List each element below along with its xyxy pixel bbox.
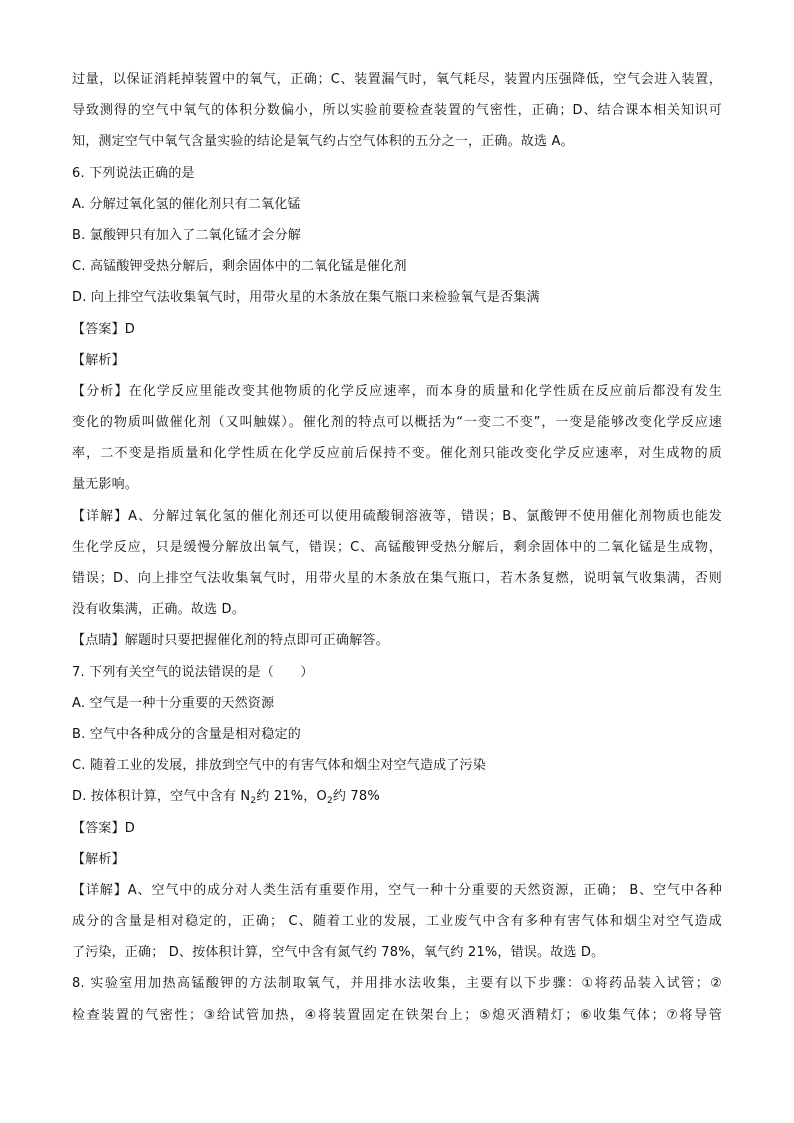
question-6-xiangjie-3: 错误；D、向上排空气法收集氧气时，用带火星的木条放在集气瓶口，若木条复燃，说明氧气收集满，否则	[72, 571, 722, 586]
question-6-analysis-label: 【解析】	[72, 352, 125, 368]
question-8-stem-1: 8. 实验室用加热高锰酸钾的方法制取氧气，并用排水法收集，主要有以下步骤：①将药品装入试管；②	[72, 976, 722, 992]
question-7-option-c: C. 随着工业的发展，排放到空气中的有害气体和烟尘对空气造成了污染	[72, 758, 486, 774]
text-line-2: 导致测得的空气中氧气的体积分数偏小，所以实验前要检查装置的气密性，正确；D、结合课本相关知识可	[72, 103, 722, 119]
document-body	[72, 64, 722, 1031]
question-6-option-a: A. 分解过氧化氢的催化剂只有二氧化锰	[72, 196, 301, 212]
question-6-stem: 6. 下列说法正确的是	[72, 165, 195, 181]
question-6-xiangjie-2: 生化学反应，只是缓慢分解放出氧气，错误；C、高锰酸钾受热分解后，剩余固体中的二氧化锰是生成物，	[72, 539, 722, 555]
question-7-analysis-label: 【解析】	[72, 851, 125, 867]
question-6-xiangjie-1: 【详解】A、分解过氧化氢的催化剂还可以使用硫酸铜溶液等，错误；B、氯酸钾不使用催化剂物质也能发	[72, 508, 722, 524]
question-6-fenxi-2: 变化的物质叫做催化剂（又叫触媒）。催化剂的特点可以概括为“一变二不变”，一变是能够改变化学反应速	[72, 415, 722, 431]
question-6-answer: 【答案】D	[72, 321, 136, 337]
question-6-fenxi-3: 率，二不变是指质量和化学性质在化学反应前后保持不变。催化剂只能改变化学反应速率，对生成物的质	[72, 446, 722, 462]
question-6-xiangjie-4: 没有收集满，正确。故选 D。	[72, 602, 245, 618]
question-7-option-d	[72, 781, 722, 812]
text-line-3: 知，测定空气中氧气含量实验的结论是氧气约占空气体积的五分之一，正确。故选 A。	[72, 134, 574, 150]
question-7-xiangjie-2: 成分的含量是相对稳定的，正确； C、随着工业的发展，工业废气中含有多种有害气体和烟尘对空气造成	[72, 914, 722, 930]
question-7-xiangjie-3: 了污染，正确； D、按体积计算，空气中含有氮气约 78%，氧气约 21%，错误。故选 D。	[72, 945, 605, 961]
question-7-option-a: A. 空气是一种十分重要的天然资源	[72, 695, 275, 711]
question-6-option-c: C. 高锰酸钾受热分解后，剩余固体中的二氧化锰是催化剂	[72, 259, 407, 275]
question-7-stem: 7. 下列有关空气的说法错误的是（ ）	[72, 664, 314, 680]
question-7-answer: 【答案】D	[72, 820, 136, 836]
formula-sub-n2: 2	[250, 796, 257, 807]
question-7-option-b: B. 空气中各种成分的含量是相对稳定的	[72, 726, 301, 742]
question-6-option-b: B. 氯酸钾只有加入了二氧化锰才会分解	[72, 227, 301, 243]
question-6-fenxi-1: 【分析】在化学反应里能改变其他物质的化学反应速率，而本身的质量和化学性质在反应前后都没有发生	[72, 383, 722, 399]
formula-middle: 约 21%，O	[256, 789, 327, 805]
question-6-option-d: D. 向上排空气法收集氧气时，用带火星的木条放在集气瓶口来检验氧气是否集满	[72, 290, 540, 306]
formula-sub-o2: 2	[326, 796, 333, 807]
text-line-1: 过量，以保证消耗掉装置中的氧气，正确；C、装置漏气时，氧气耗尽，装置内压强降低，空气会进入装置，	[72, 72, 722, 87]
question-6-dianjing: 【点睛】解题时只要把握催化剂的特点即可正确解答。	[72, 633, 389, 649]
question-6-fenxi-4: 量无影响。	[72, 477, 139, 493]
question-7-xiangjie-1: 【详解】A、空气中的成分对人类生活有重要作用，空气一种十分重要的天然资源，正确； B、空气中各种	[72, 882, 722, 898]
question-8-stem-2: 检查装置的气密性；③给试管加热，④将装置固定在铁架台上；⑤熄灭酒精灯；⑥收集气体；⑦将导管	[72, 1007, 722, 1023]
formula-suffix: 约 78%	[332, 789, 380, 805]
formula-prefix: D. 按体积计算，空气中含有 N	[72, 789, 251, 805]
